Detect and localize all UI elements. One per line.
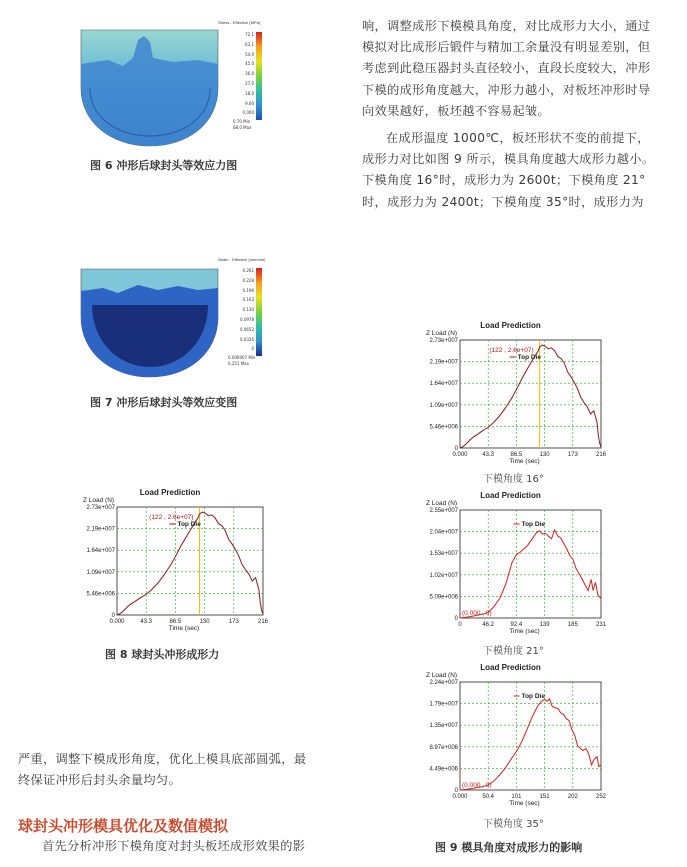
legend-label: 0.0652 <box>240 326 254 332</box>
y-tick-label: 1.09e+007 <box>429 402 458 409</box>
y-tick-label: 2.04e+007 <box>429 529 458 536</box>
y-tick-label: 0 <box>454 616 458 622</box>
x-tick-label: 43.3 <box>140 619 153 625</box>
text-line: 向效果越好，板坯越不容易起皱。 <box>362 103 551 118</box>
legend-label: 0.130 <box>242 307 254 313</box>
legend-label: 54.0 <box>245 51 254 57</box>
section-heading: 球封头冲形模具优化及数值模拟 <box>18 817 229 835</box>
fig7-legend-title: Strain - Effective (mm/mm) <box>218 257 266 262</box>
chart-title: Load Prediction <box>480 491 541 500</box>
fig6-caption: 图 6 冲形后球封头等效应力图 <box>90 159 238 172</box>
legend-label: 18.0 <box>245 90 254 96</box>
legend-label: 0.261 <box>242 268 254 273</box>
data-annotation: (0.000 , 0) <box>462 610 492 617</box>
y-tick-label: 1.09e+007 <box>86 569 115 576</box>
y-axis-label: Z Load (N) <box>426 330 458 337</box>
x-tick-label: 101 <box>511 794 522 800</box>
fig8-caption: 图 8 球封头冲形成形力 <box>105 648 220 661</box>
y-tick-label: 1.53e+007 <box>429 551 458 558</box>
y-tick-label: 2.73e+007 <box>86 505 115 511</box>
fig6-legend-labels <box>228 30 254 118</box>
y-tick-label: 1.02e+007 <box>429 572 458 579</box>
x-tick-label: 151 <box>539 794 550 800</box>
fig9-chart-35deg <box>418 660 613 812</box>
x-tick-label: 173 <box>228 619 239 625</box>
fig6-legend-title: Stress - Effective (MPa) <box>218 20 261 25</box>
y-tick-label: 2.73e+007 <box>429 338 458 344</box>
text-line: 严重，调整下模成形角度，优化上模具底部圆弧，最 <box>18 752 307 766</box>
x-tick-label: 0.000 <box>109 619 125 625</box>
y-tick-label: 5.46e+006 <box>86 591 115 598</box>
fig9-subcaption-16: 下模角度 16° <box>483 474 544 485</box>
x-axis-label: Time (sec) <box>168 625 200 632</box>
y-tick-label: 0 <box>454 446 458 452</box>
x-tick-label: 185 <box>567 622 578 628</box>
data-annotation: (0.000 , 0) <box>462 782 492 789</box>
x-axis-label: Time (sec) <box>509 800 540 807</box>
y-tick-label: 1.64e+007 <box>86 548 115 555</box>
x-tick-label: 86.5 <box>510 452 523 458</box>
data-annotation: (122 , 2.6e+07) <box>149 514 194 521</box>
x-tick-label: 92.4 <box>510 622 523 628</box>
text-line: 在成形温度 1000℃，板坯形状不变的前提下， <box>386 131 650 145</box>
x-tick-label: 0.000 <box>452 794 468 800</box>
legend-min: 0.70 Min <box>233 119 251 124</box>
chart-title: Load Prediction <box>480 321 541 330</box>
fig8-load-chart <box>75 485 275 640</box>
y-tick-label: 5.09e+006 <box>429 594 458 601</box>
left-paragraph <box>18 749 338 791</box>
y-tick-label: 4.49e+006 <box>429 766 458 773</box>
legend-label: 27.0 <box>245 80 254 86</box>
x-tick-label: 43.3 <box>482 452 495 458</box>
x-tick-label: 0.000 <box>452 452 468 458</box>
y-tick-label: 1.64e+007 <box>429 381 458 388</box>
text-line: 成形力对比如图 9 所示，模具角度越大成形力越小。 <box>362 152 655 167</box>
legend-label: Top Die <box>521 521 545 528</box>
y-tick-label: 2.55e+007 <box>429 508 458 514</box>
fig7-figure <box>78 255 278 385</box>
x-tick-label: 202 <box>567 794 578 800</box>
legend-label: 9.00 <box>245 100 254 106</box>
fig9-chart-16deg <box>418 318 613 470</box>
legend-label: 72.1 <box>245 32 254 37</box>
chart-title: Load Prediction <box>139 488 201 497</box>
fig9-subcaption-21: 下模角度 21° <box>483 646 544 657</box>
y-tick-label: 1.79e+007 <box>429 701 458 708</box>
text-line: 终保证冲形后封头余量均匀。 <box>18 773 181 788</box>
x-tick-label: 252 <box>595 794 607 800</box>
legend-label: Top Die <box>177 521 201 528</box>
x-tick-label: 130 <box>539 452 550 458</box>
fig7-caption: 图 7 冲形后球封头等效应变图 <box>90 396 238 409</box>
fig9-caption: 图 9 模具角度对成形力的影响 <box>435 841 583 854</box>
x-tick-label: 216 <box>257 619 269 625</box>
y-tick-label: 8.97e+006 <box>429 744 458 751</box>
legend-label: 0.163 <box>242 297 254 303</box>
y-axis-label: Z Load (N) <box>426 672 458 679</box>
y-tick-label: 0 <box>111 613 115 619</box>
x-tick-label: 130 <box>199 619 210 625</box>
y-axis-label: Z Load (N) <box>426 500 458 507</box>
legend-label: 0.196 <box>242 287 254 293</box>
y-tick-label: 1.35e+007 <box>429 723 458 730</box>
x-tick-label: 46.2 <box>482 622 495 628</box>
x-axis-label: Time (sec) <box>509 628 540 635</box>
legend-label: 0.000 <box>242 110 254 116</box>
legend-label: 0.228 <box>242 277 254 283</box>
legend-max: 68.0 Max <box>233 125 252 130</box>
section-first-line: 首先分析冲形下模角度对封头板坯成形效果的影 <box>42 839 306 853</box>
legend-label: Top Die <box>521 693 545 700</box>
y-axis-label: Z Load (N) <box>83 497 115 504</box>
x-tick-label: 216 <box>595 452 607 458</box>
y-tick-label: 0 <box>454 788 458 794</box>
text-line: 下模的成形角度越大，冲形力越小，对板坯冲形时导 <box>362 82 651 97</box>
text-line: 考虑到此稳压器封头直径较小，直段长度较大，冲形 <box>362 61 651 76</box>
legend-label: Top Die <box>517 354 541 361</box>
legend-label: 0.0326 <box>240 336 254 342</box>
legend-label: 45.0 <box>245 61 254 67</box>
text-line: 时，成形力为 2400t；下模角度 35°时，成形力为 <box>362 194 644 209</box>
x-tick-label: 86.5 <box>169 619 182 625</box>
legend-min: 0.000007 Min <box>228 355 256 360</box>
legend-max: 0.251 Max <box>228 361 249 366</box>
legend-label: 63.1 <box>245 41 254 47</box>
y-tick-label: 5.46e+006 <box>429 424 458 431</box>
right-paragraph-2 <box>362 128 674 213</box>
chart-title: Load Prediction <box>480 663 541 672</box>
legend-label: 36.0 <box>245 71 254 77</box>
fig7-legend-labels <box>228 266 254 354</box>
y-tick-label: 2.24e+007 <box>429 680 458 686</box>
legend-label: 0 <box>251 346 254 352</box>
y-tick-label: 2.19e+007 <box>86 526 115 533</box>
text-line: 模拟对比成形后锻件与精加工余量没有明显差别，但 <box>362 40 651 55</box>
x-tick-label: 231 <box>595 622 607 628</box>
x-tick-label: 139 <box>539 622 550 628</box>
legend-label: 0.0978 <box>240 316 254 322</box>
x-tick-label: 0 <box>458 622 462 628</box>
x-tick-label: 50.4 <box>482 794 495 800</box>
y-tick-label: 2.19e+007 <box>429 359 458 366</box>
text-line: 响，调整成形下模模具角度，对比成形力大小，通过 <box>362 19 651 33</box>
data-annotation: (122 , 2.6e+07) <box>489 347 534 354</box>
x-tick-label: 173 <box>567 452 578 458</box>
x-axis-label: Time (sec) <box>509 458 540 465</box>
fig9-chart-21deg <box>418 488 613 640</box>
right-paragraph-1 <box>362 16 674 122</box>
text-line: 下模角度 16°时，成形力为 2600t；下模角度 21° <box>362 173 646 188</box>
fig9-subcaption-35: 下模角度 35° <box>483 819 544 830</box>
fig6-figure <box>78 18 278 153</box>
